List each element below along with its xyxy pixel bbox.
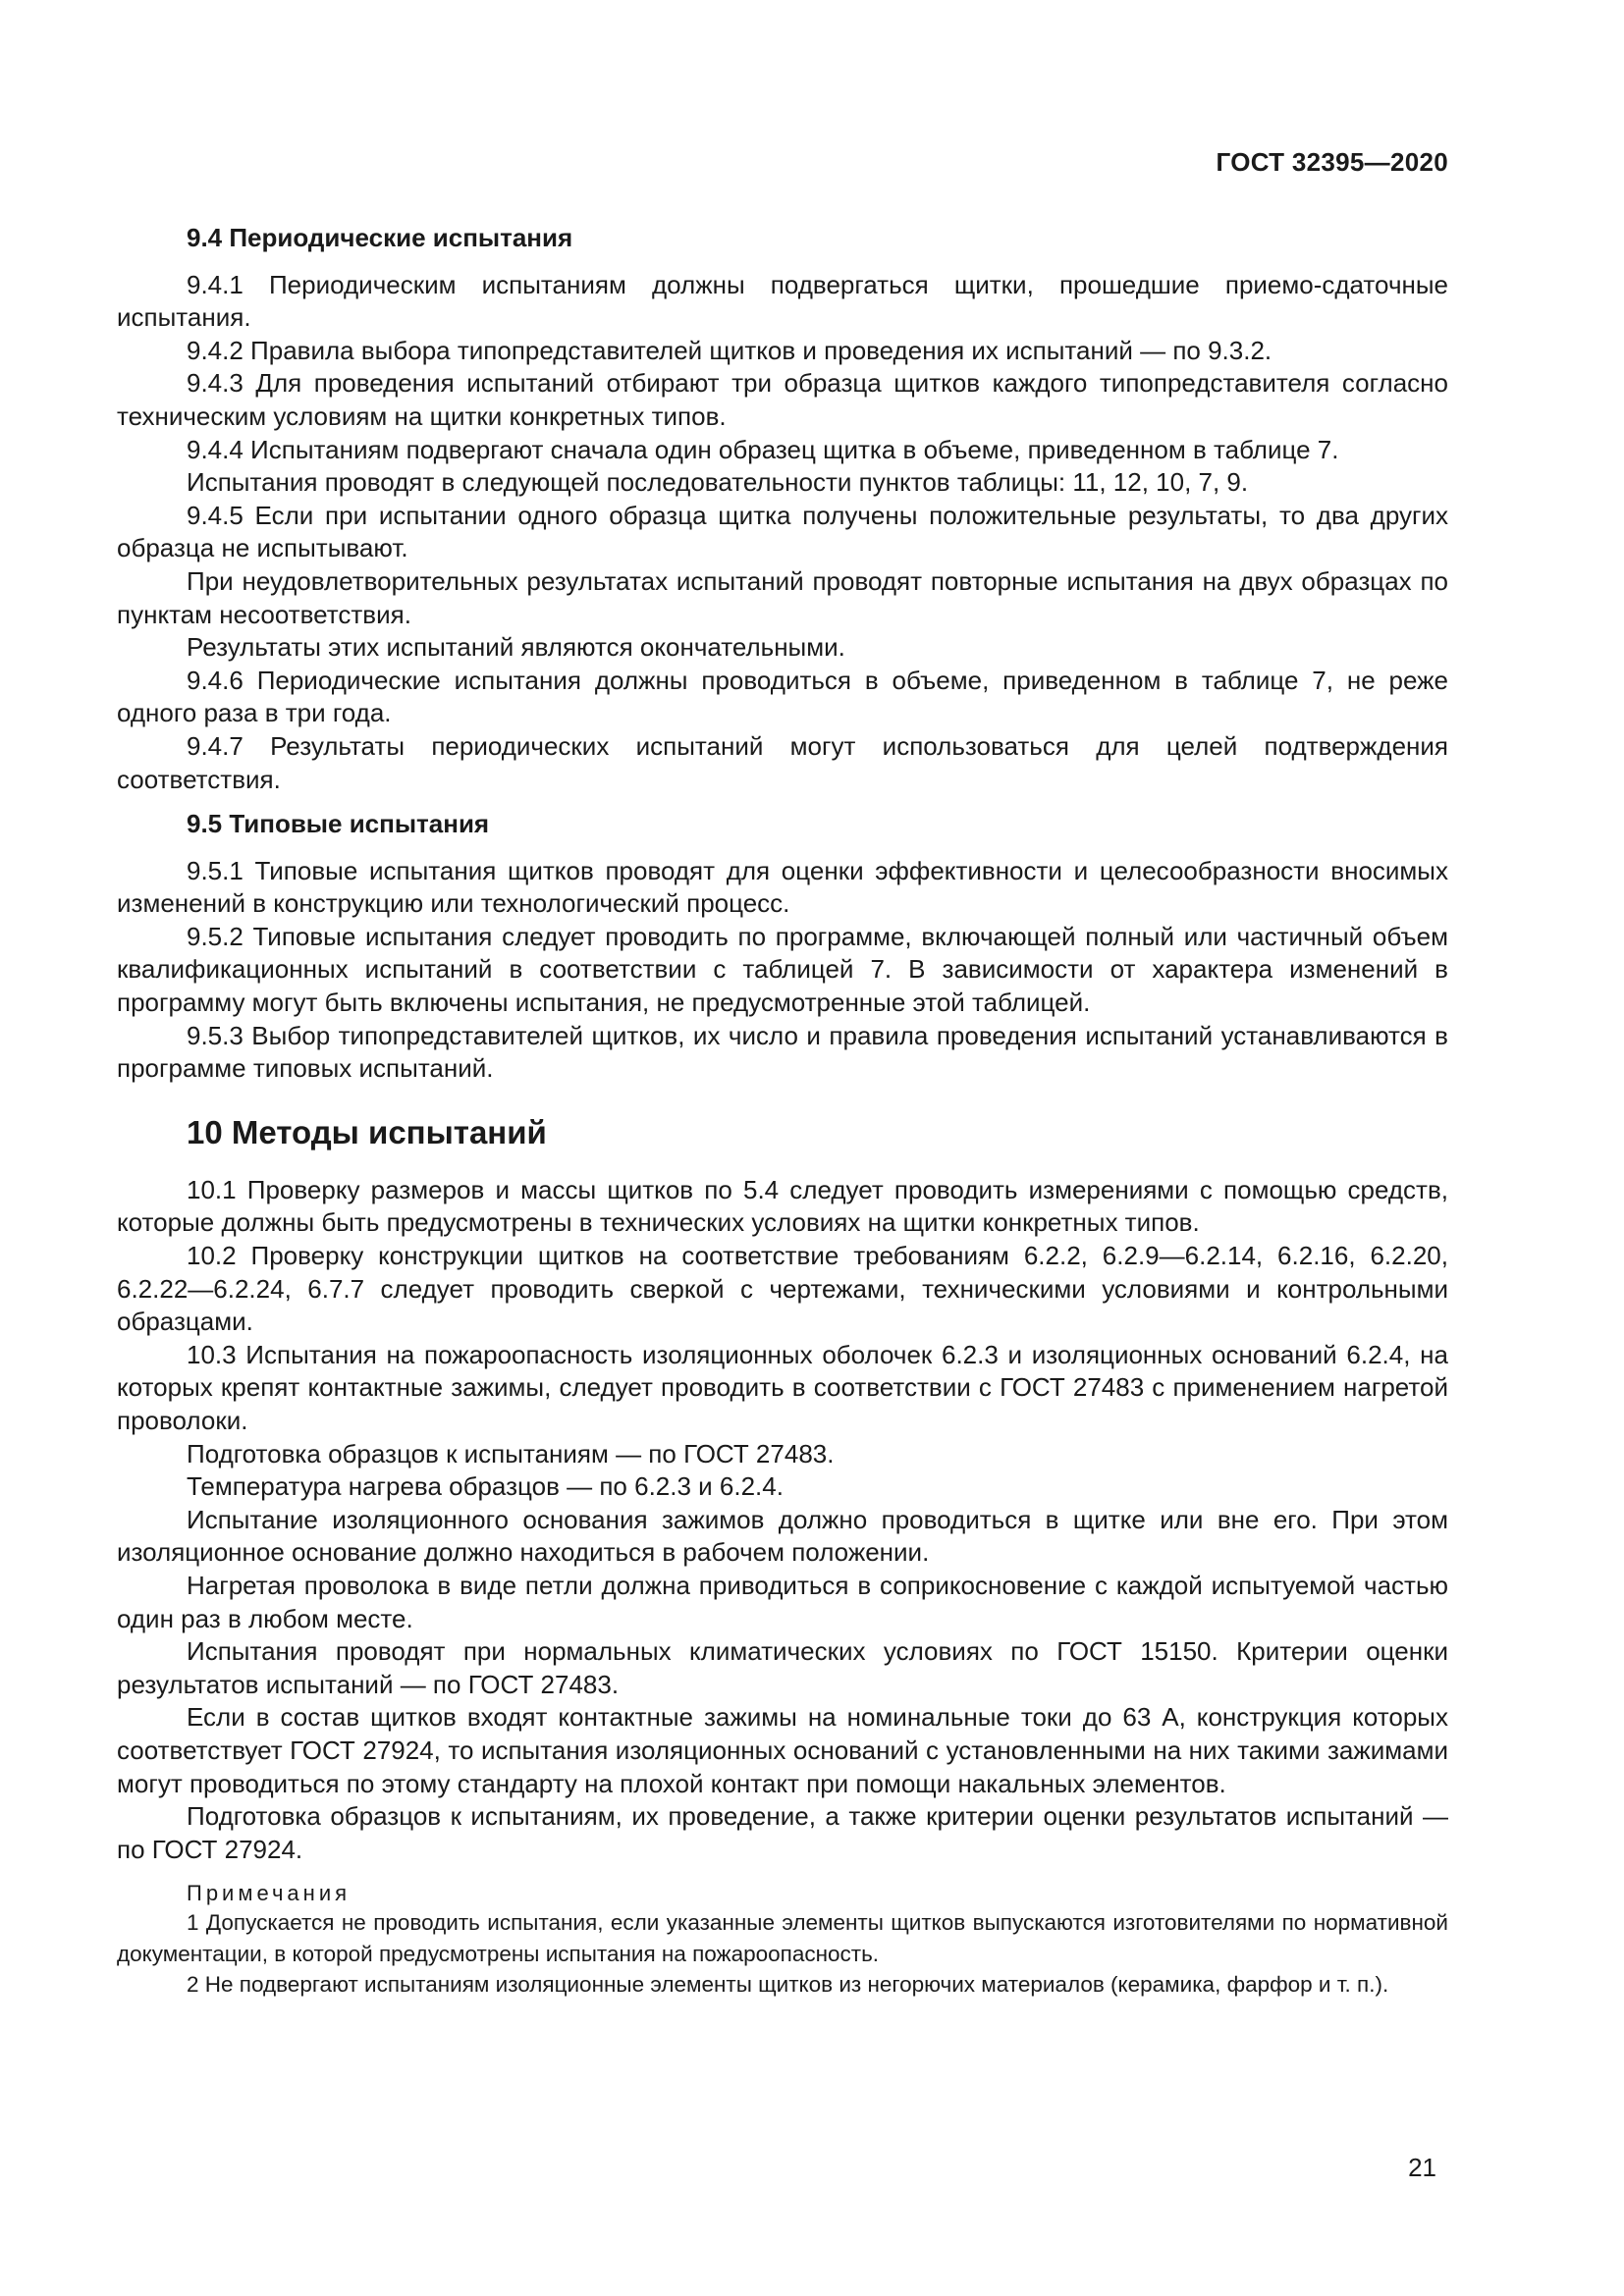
paragraph: 9.4.3 Для проведения испытаний отбирают три образца щитков каждого типопредставителя согласно техническим условиям на щитки конкретных типов. [117, 368, 1448, 431]
note-item: 2 Не подвергают испытаниям изоляционные элементы щитков из негорючих материалов (керамика, фарфор и т. п.). [187, 1972, 1389, 1998]
paragraph: 9.4.6 Периодические испытания должны проводиться в объеме, приведенном в таблице 7, не реже одного раза в три года. [117, 665, 1448, 728]
paragraph: 9.4.1 Периодическим испытаниям должны подвергаться щитки, прошедшие приемо-сдаточные испытания. [117, 269, 1448, 333]
paragraph: 10.3 Испытания на пожароопасность изоляционных оболочек 6.2.3 и изоляционных оснований 6.2.4, на которых крепят контактные зажимы, следует проводить в соответствии с ГОСТ 27483 с применением нагретой проволоки. [117, 1339, 1448, 1435]
notes-list [117, 1907, 1448, 2001]
paragraph: 9.5.1 Типовые испытания щитков проводят для оценки эффективности и целесообразности вносимых изменений в конструкцию или технологический процесс. [117, 855, 1448, 919]
page-number: 21 [1408, 2153, 1436, 2182]
paragraph: Если в состав щитков входят контактные зажимы на номинальные токи до 63 А, конструкция которых соответствует ГОСТ 27924, то испытания изоляционных оснований с установленными на них такими зажимами могут проводиться по этому стандарту на плохой контакт при помощи накальных элементов. [117, 1702, 1448, 1798]
paragraph: 9.5.2 Типовые испытания следует проводить по программе, включающей полный или частичный объем квалификационных испытаний в соответствии с таблицей 7. В зависимости от характера изменений в программу могут быть включены испытания, не предусмотренные этой таблицей. [117, 921, 1448, 1018]
section-9-5-body [117, 855, 1448, 1086]
paragraph: Температура нагрева образцов — по 6.2.3 и 6.2.4. [187, 1471, 784, 1502]
section-9-4-body [117, 269, 1448, 797]
notes-title: Примечания [187, 1881, 352, 1906]
document-code-header: ГОСТ 32395—2020 [1216, 147, 1448, 177]
page-content [117, 222, 1448, 2001]
section-10-body [117, 1174, 1448, 1866]
paragraph: 9.4.7 Результаты периодических испытаний могут использоваться для целей подтверждения соответствия. [117, 730, 1448, 794]
paragraph: Нагретая проволока в виде петли должна приводиться в соприкосновение с каждой испытуемой частью один раз в любом месте. [117, 1570, 1448, 1633]
note-item: 1 Допускается не проводить испытания, если указанные элементы щитков выпускаются изготовителями по нормативной документации, в которой предусмотрены испытания на пожароопасность. [117, 1910, 1448, 1966]
paragraph: 9.4.5 Если при испытании одного образца щитка получены положительные результаты, то два других образца не испытывают. [117, 500, 1448, 563]
paragraph: Подготовка образцов к испытаниям, их проведение, а также критерии оценки результатов испытаний — по ГОСТ 27924. [117, 1801, 1448, 1864]
paragraph: Подготовка образцов к испытаниям — по ГОСТ 27483. [187, 1438, 835, 1468]
paragraph: Испытания проводят при нормальных климатических условиях по ГОСТ 15150. Критерии оценки результатов испытаний — по ГОСТ 27483. [117, 1636, 1448, 1699]
paragraph: 9.4.2 Правила выбора типопредставителей щитков и проведения их испытаний — по 9.3.2. [187, 335, 1272, 365]
paragraph: Испытание изоляционного основания зажимов должно проводиться в щитке или вне его. При этом изоляционное основание должно находиться в рабочем положении. [117, 1504, 1448, 1568]
paragraph: 9.4.4 Испытаниям подвергают сначала один образец щитка в объеме, приведенном в таблице 7. [187, 434, 1339, 464]
paragraph: Результаты этих испытаний являются окончательными. [187, 632, 845, 663]
paragraph: Испытания проводят в следующей последовательности пунктов таблицы: 11, 12, 10, 7, 9. [187, 467, 1249, 498]
section-9-5-title: 9.5 Типовые испытания [187, 809, 490, 839]
paragraph: При неудовлетворительных результатах испытаний проводят повторные испытания на двух образцах по пунктам несоответствия. [117, 565, 1448, 629]
section-10-title: 10 Методы испытаний [187, 1113, 547, 1150]
paragraph: 10.2 Проверку конструкции щитков на соответствие требованиям 6.2.2, 6.2.9—6.2.14, 6.2.16, 6.2.20, 6.2.22—6.2.24, 6.7.7 следует проводить сверкой с чертежами, техническими условиями и контрольными образцами. [117, 1241, 1448, 1337]
paragraph: 9.5.3 Выбор типопредставителей щитков, их число и правила проведения испытаний устанавливаются в программе типовых испытаний. [117, 1020, 1448, 1084]
section-9-4-title: 9.4 Периодические испытания [187, 223, 573, 252]
paragraph: 10.1 Проверку размеров и массы щитков по 5.4 следует проводить измерениями с помощью средств, которые должны быть предусмотрены в технических условиях на щитки конкретных типов. [117, 1174, 1448, 1238]
